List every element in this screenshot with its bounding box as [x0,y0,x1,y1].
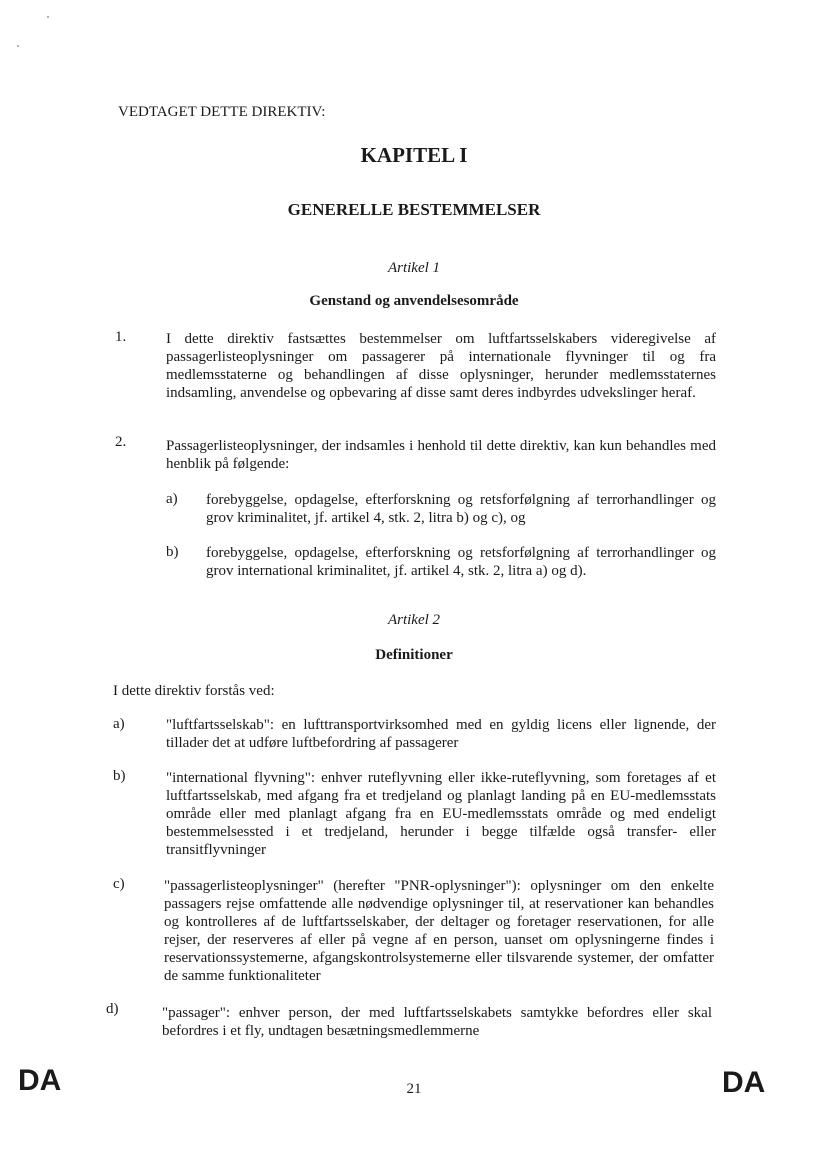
definition-text: "passagerlisteoplysninger" (herefter "PNR-oplysninger"): oplysninger om den enkelte passagers rejse omfattende alle nødvendige oplysninger til, at reservationer kan behandles og kontrolleres af de luftfartsselskaber, der deltager og foretager reservationen, for alle rejser, der reserveres af eller på vegne af en person, uanset om oplysningerne findes i reservationssystemerne, afgangskontrolsystemerne eller tilsvarende systemer, der omfatter de samme funktionaliteter [164,878,714,984]
paragraph-text: I dette direktiv fastsættes bestemmelser om luftfartsselskabers videregivelse af passagerlisteoplysninger om passagerer på internationale flyvninger til og fra medlemsstaterne og behandlingen af disse oplysninger, herunder medlemsstaternes indsamling, anvendelse og opbevaring af disse samt deres indbyrdes udvekslinger heraf. [166,331,716,401]
article-1-title: Genstand og anvendelsesområde [309,293,519,309]
paragraph-text: Passagerlisteoplysninger, der indsamles i henhold til dette direktiv, kan kun behandles med henblik på følgende: [166,438,716,472]
chapter-subtitle: GENERELLE BESTEMMELSER [287,200,541,219]
definition-letter: b) [113,768,126,784]
definition-letter: d) [106,1001,119,1017]
paragraph-number: 1. [115,329,127,345]
list-item-text: forebyggelse, opdagelse, efterforskning og retsforfølgning af terrorhandlinger og grov kriminalitet, jf. artikel 4, stk. 2, litra b) og c), og [206,492,716,526]
language-code-left: DA [18,1064,62,1097]
list-item-letter: b) [166,544,179,560]
definition-letter: c) [113,876,125,892]
chapter-title: KAPITEL I [360,143,468,167]
definition-text: "international flyvning": enhver ruteflyvning eller ikke-ruteflyvning, som foretages af et luftfartsselskab, med afgang fra et tredjeland og planlagt landing på en EU-medlemsstats område eller med planlagt afgang fra en EU-medlemsstats område og med endeligt bestemmelsessted i et tredjeland, herunder i begge tilfælde også transfer- eller transitflyvninger [166,770,716,858]
definition-text: "luftfartsselskab": en lufttransportvirksomhed med en gyldig licens eller lignende, der tillader det at udføre luftbefordring af passagerer [166,717,716,751]
definitions-intro: I dette direktiv forstås ved: [113,683,275,699]
paragraph-number: 2. [115,434,127,450]
intro-text: VEDTAGET DETTE DIREKTIV: [118,104,326,120]
definition-letter: a) [113,716,125,732]
definition-text: "passager": enhver person, der med luftfartsselskabets samtykke befordres eller skal befordres i et fly, undtagen besætningsmedlemmerne [162,1005,712,1039]
list-item-text: forebyggelse, opdagelse, efterforskning og retsforfølgning af terrorhandlinger og grov international kriminalitet, jf. artikel 4, stk. 2, litra a) og d). [206,545,716,579]
article-1-label: Artikel 1 [387,260,441,276]
scan-speck [17,45,19,47]
language-code-right: DA [722,1066,766,1099]
article-2-title: Definitioner [375,647,453,663]
scan-speck [47,16,49,18]
article-2-label: Artikel 2 [387,612,441,628]
page-number: 21 [406,1081,422,1097]
list-item-letter: a) [166,491,178,507]
